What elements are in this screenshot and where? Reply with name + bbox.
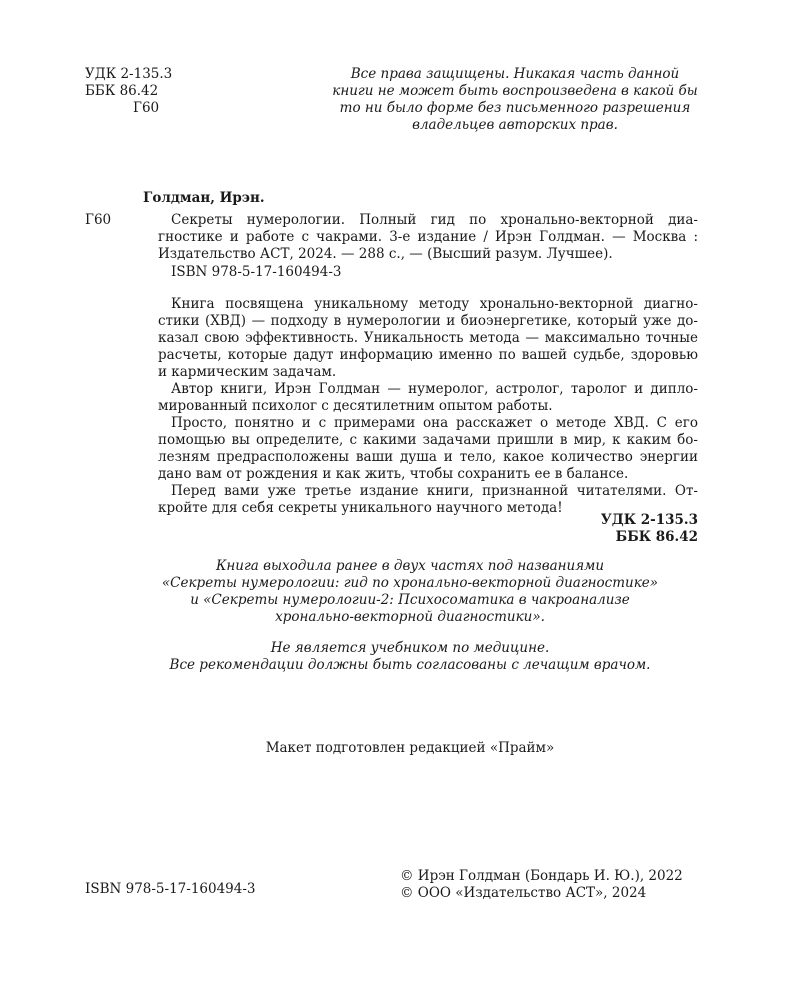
medical-disclaimer <box>100 640 720 674</box>
layout-credit: Макет подготовлен редакцией «Прайм» <box>265 740 555 756</box>
annotation-line: дано вам от рождения и как жить, чтобы сохранить ее в балансе. <box>158 466 629 482</box>
isbn: ISBN 978-5-17-160494-3 <box>171 264 342 280</box>
annotation-line: и кармическим задачам. <box>158 364 337 380</box>
biblio-line: гностике и работе с чакрами. 3-е издание / Ирэн Голдман. — Москва : <box>158 229 698 245</box>
author-mark: Г60 <box>133 100 160 116</box>
annotation-line: мированный психолог с десятилетним опытом работы. <box>158 398 553 414</box>
annotation-line: стики (ХВД) — подходу в нумерологии и биоэнергетике, который уже до- <box>158 313 698 329</box>
copyright-block <box>400 868 700 902</box>
biblio-line: Издательство АСТ, 2024. — 288 с., — (Высший разум. Лучшее). <box>158 246 613 262</box>
edition-line: Книга выходила ранее в двух частях под названиями <box>215 558 605 574</box>
copyright-line: © Ирэн Голдман (Бондарь И. Ю.), 2022 <box>400 868 683 884</box>
annotation <box>158 296 698 517</box>
bibliographic-description <box>158 212 698 263</box>
annotation-line: Автор книги, Ирэн Голдман — нумеролог, астролог, таролог и дипло- <box>171 381 698 397</box>
annotation-line: Книга посвящена уникальному методу хронально-векторной диагно- <box>171 296 698 312</box>
classification-codes <box>85 66 225 117</box>
annotation-line: помощью вы определите, с какими задачами пришли в мир, к каким бо- <box>158 432 698 448</box>
annotation-line: кройте для себя секреты уникального научного метода! <box>158 500 563 516</box>
annotation-line: Просто, понятно и с примерами она расскажет о методе ХВД. С его <box>171 415 698 431</box>
author-heading: Голдман, Ирэн. <box>143 190 265 206</box>
rights-line: Все права защищены. Никакая часть данной <box>350 66 680 82</box>
edition-line: хронально-векторной диагностики». <box>275 609 545 625</box>
annotation-line: расчеты, которые дадут информацию именно по вашей судьбе, здоровью <box>158 347 698 363</box>
rights-line: то ни было форме без письменного разрешения <box>339 100 691 116</box>
bbk-code-right: ББК 86.42 <box>615 529 698 545</box>
medical-line: Все рекомендации должны быть согласованы с лечащим врачом. <box>169 657 651 673</box>
medical-line: Не является учебником по медицине. <box>270 640 550 656</box>
biblio-author-mark: Г60 <box>85 212 112 228</box>
bbk-code: ББК 86.42 <box>85 83 159 99</box>
classification-codes-right <box>500 512 698 546</box>
copyright-line: © ООО «Издательство АСТ», 2024 <box>400 885 647 901</box>
annotation-line: лезням предрасположены ваши душа и тело, какое количество энергии <box>158 449 698 465</box>
biblio-line: Секреты нумерологии. Полный гид по хронально-векторной диа- <box>171 212 698 228</box>
isbn-bottom: ISBN 978-5-17-160494-3 <box>85 881 256 897</box>
udk-code: УДК 2-135.3 <box>85 66 173 82</box>
edition-line: и «Секреты нумерологии-2: Психосоматика в чакроанализе <box>190 592 630 608</box>
annotation-line: казал свою эффективность. Уникальность метода — максимально точные <box>158 330 698 346</box>
rights-notice <box>330 66 700 134</box>
udk-code-right: УДК 2-135.3 <box>600 512 698 528</box>
edition-line: «Секреты нумерологии: гид по хронально-векторной диагностике» <box>161 575 659 591</box>
rights-line: книги не может быть воспроизведена в какой бы <box>332 83 698 99</box>
annotation-line: Перед вами уже третье издание книги, признанной читателями. От- <box>171 483 698 499</box>
rights-line: владельцев авторских прав. <box>412 117 618 133</box>
edition-note <box>100 558 720 626</box>
